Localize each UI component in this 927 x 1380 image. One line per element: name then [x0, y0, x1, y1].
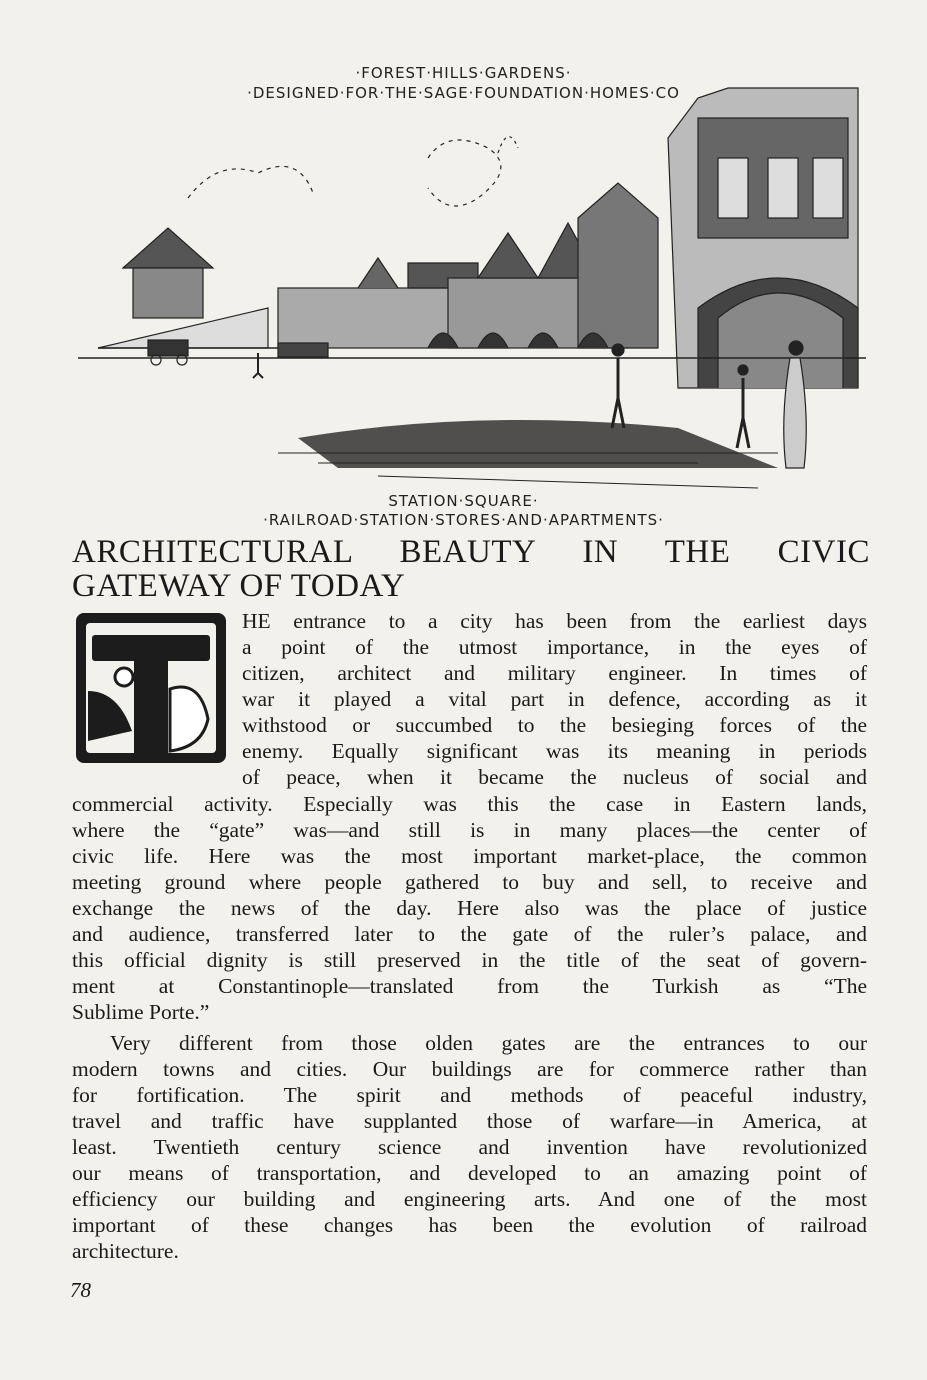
- body-line: modern towns and cities. Our buildings are for commerce rather than: [72, 1057, 867, 1081]
- body-line: least. Twentieth century science and invention have revolutionized: [72, 1135, 867, 1159]
- body-line: commercial activity. Especially was this the case in Eastern lands,: [72, 792, 867, 816]
- body-line: Very different from those olden gates are the entrances to our: [110, 1031, 867, 1055]
- illustration-caption-bottom-1: STATION·SQUARE·: [388, 492, 539, 510]
- page-number: 78: [70, 1278, 91, 1302]
- body-line: our means of transportation, and developed to an amazing point of: [72, 1161, 867, 1185]
- body-line: enemy. Equally significant was its meaning in periods: [242, 739, 867, 763]
- drop-cap-illustration: [74, 611, 232, 769]
- body-line: civic life. Here was the most important market-place, the common: [72, 844, 867, 868]
- station-square-illustration: [78, 58, 866, 528]
- body-line: citizen, architect and military engineer. In times of: [242, 661, 867, 685]
- body-line: meeting ground where people gathered to buy and sell, to receive and: [72, 870, 867, 894]
- body-line: of peace, when it became the nucleus of social and: [242, 765, 867, 789]
- body-line: this official dignity is still preserved in the title of the seat of govern-: [72, 948, 867, 972]
- body-line: withstood or succumbed to the besieging forces of the: [242, 713, 867, 737]
- body-line: war it played a vital part in defence, according as it: [242, 687, 867, 711]
- illustration-caption-top-2: ·DESIGNED·FOR·THE·SAGE·FOUNDATION·HOMES·CO: [247, 84, 680, 102]
- article-title-line-2: GATEWAY OF TODAY: [72, 568, 406, 604]
- body-line: a point of the utmost importance, in the eyes of: [242, 635, 867, 659]
- body-line: where the “gate” was—and still is in many places—the center of: [72, 818, 867, 842]
- article-title-line-1: ARCHITECTURAL BEAUTY IN THE CIVIC: [72, 534, 870, 570]
- body-line: and audience, transferred later to the gate of the ruler’s palace, and: [72, 922, 867, 946]
- illustration-caption-bottom-2: ·RAILROAD·STATION·STORES·AND·APARTMENTS·: [263, 511, 664, 529]
- body-line: ment at Constantinople—translated from the Turkish as “The: [72, 974, 867, 998]
- body-line: important of these changes has been the evolution of railroad: [72, 1213, 867, 1237]
- body-line: HE entrance to a city has been from the earliest days: [242, 609, 867, 633]
- body-line: for fortification. The spirit and methods of peaceful industry,: [72, 1083, 867, 1107]
- body-line: efficiency our building and engineering arts. And one of the most: [72, 1187, 867, 1211]
- body-line: architecture.: [72, 1239, 179, 1263]
- body-line: exchange the news of the day. Here also was the place of justice: [72, 896, 867, 920]
- body-line: Sublime Porte.”: [72, 1000, 210, 1024]
- illustration-caption-top-1: ·FOREST·HILLS·GARDENS·: [355, 64, 572, 82]
- body-line: travel and traffic have supplanted those of warfare—in America, at: [72, 1109, 867, 1133]
